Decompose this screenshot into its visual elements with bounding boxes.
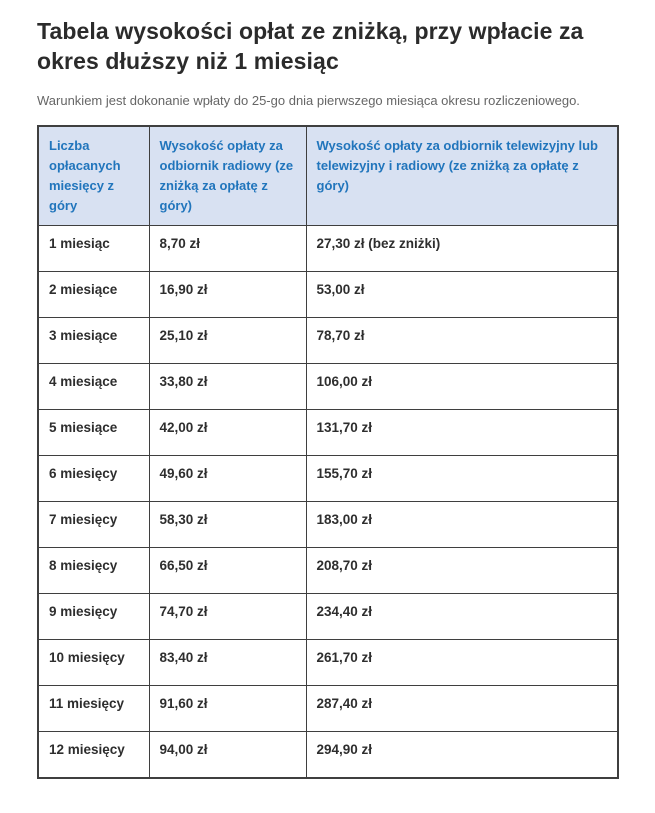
- cell-tv-fee: 234,40 zł: [306, 594, 618, 640]
- cell-months: 3 miesiące: [38, 318, 149, 364]
- column-header-months: Liczba opłacanych miesięcy z góry: [38, 126, 149, 226]
- cell-months: 2 miesiące: [38, 272, 149, 318]
- cell-radio-fee: 25,10 zł: [149, 318, 306, 364]
- cell-radio-fee: 49,60 zł: [149, 456, 306, 502]
- cell-tv-fee: 106,00 zł: [306, 364, 618, 410]
- cell-tv-fee: 208,70 zł: [306, 548, 618, 594]
- cell-radio-fee: 16,90 zł: [149, 272, 306, 318]
- table-row: [38, 318, 618, 364]
- table-row: [38, 640, 618, 686]
- cell-months: 12 miesięcy: [38, 732, 149, 778]
- table-row: [38, 594, 618, 640]
- table-row: [38, 732, 618, 778]
- cell-radio-fee: 94,00 zł: [149, 732, 306, 778]
- cell-months: 1 miesiąc: [38, 226, 149, 272]
- cell-months: 7 miesięcy: [38, 502, 149, 548]
- cell-radio-fee: 8,70 zł: [149, 226, 306, 272]
- table-row: [38, 502, 618, 548]
- cell-radio-fee: 74,70 zł: [149, 594, 306, 640]
- table-row: [38, 226, 618, 272]
- table-row: [38, 410, 618, 456]
- cell-tv-fee: 287,40 zł: [306, 686, 618, 732]
- cell-tv-fee: 131,70 zł: [306, 410, 618, 456]
- cell-radio-fee: 66,50 zł: [149, 548, 306, 594]
- table-row: [38, 456, 618, 502]
- table-header: [38, 126, 618, 226]
- cell-months: 6 miesięcy: [38, 456, 149, 502]
- table-row: [38, 364, 618, 410]
- cell-tv-fee: 294,90 zł: [306, 732, 618, 778]
- column-header-radio-fee: Wysokość opłaty za odbiornik radiowy (ze zniżką za opłatę z góry): [149, 126, 306, 226]
- cell-tv-fee: 27,30 zł (bez zniżki): [306, 226, 618, 272]
- cell-radio-fee: 33,80 zł: [149, 364, 306, 410]
- cell-tv-fee: 183,00 zł: [306, 502, 618, 548]
- cell-months: 11 miesięcy: [38, 686, 149, 732]
- table-row: [38, 548, 618, 594]
- page-title: Tabela wysokości opłat ze zniżką, przy wpłacie za okres dłuższy niż 1 miesiąc: [37, 18, 584, 75]
- cell-months: 4 miesiące: [38, 364, 149, 410]
- cell-tv-fee: 78,70 zł: [306, 318, 618, 364]
- cell-months: 9 miesięcy: [38, 594, 149, 640]
- cell-tv-fee: 155,70 zł: [306, 456, 618, 502]
- cell-months: 8 miesięcy: [38, 548, 149, 594]
- table-row: [38, 686, 618, 732]
- page-subtitle: Warunkiem jest dokonanie wpłaty do 25-go dnia pierwszego miesiąca okresu rozliczeniowego.: [37, 92, 580, 108]
- cell-tv-fee: 53,00 zł: [306, 272, 618, 318]
- table-row: [38, 272, 618, 318]
- table-body: [38, 226, 618, 778]
- cell-months: 5 miesiące: [38, 410, 149, 456]
- cell-tv-fee: 261,70 zł: [306, 640, 618, 686]
- header-row: [38, 126, 618, 226]
- cell-months: 10 miesięcy: [38, 640, 149, 686]
- cell-radio-fee: 58,30 zł: [149, 502, 306, 548]
- cell-radio-fee: 83,40 zł: [149, 640, 306, 686]
- column-header-tv-fee: Wysokość opłaty za odbiornik telewizyjny lub telewizyjny i radiowy (ze zniżką za opłatę z góry): [306, 126, 618, 226]
- fees-table: [37, 125, 619, 779]
- cell-radio-fee: 42,00 zł: [149, 410, 306, 456]
- cell-radio-fee: 91,60 zł: [149, 686, 306, 732]
